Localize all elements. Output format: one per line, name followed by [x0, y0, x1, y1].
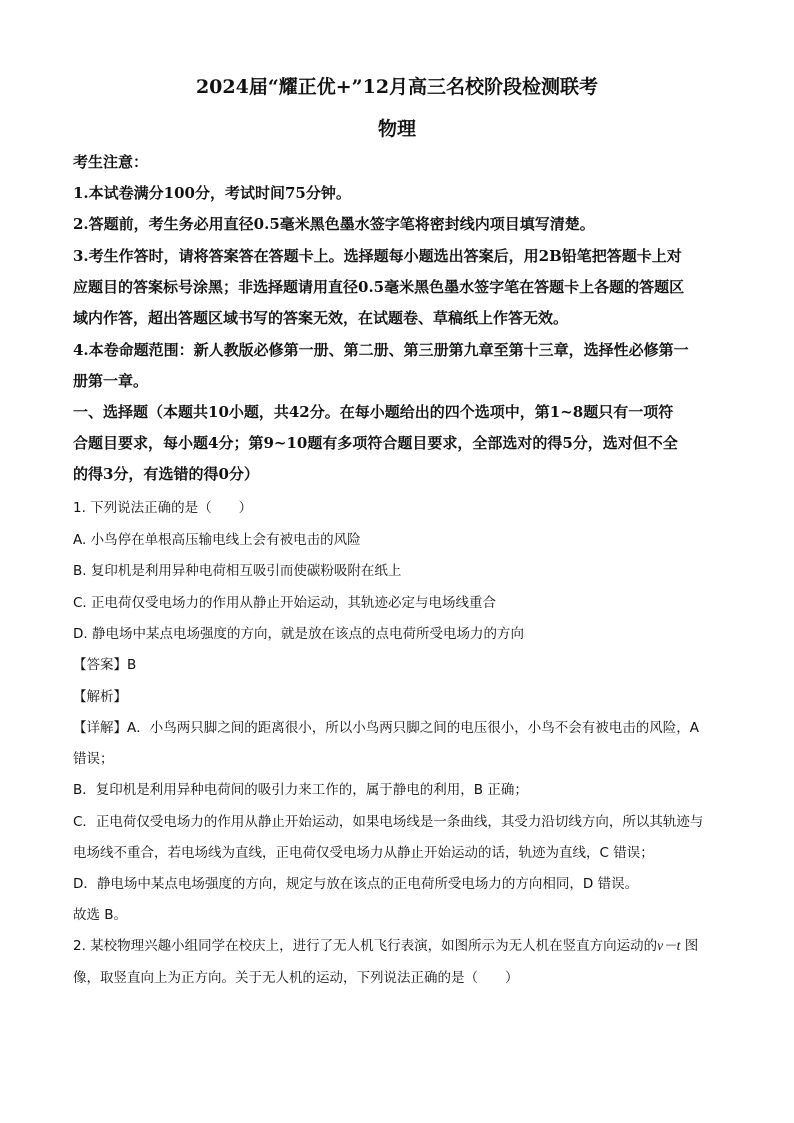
notice-heading: 考生注意：: [73, 153, 149, 171]
notice-line: 3.考生作答时，请将答案答在答题卡上。选择题每小题选出答案后，用2B铅笔把答题卡上对: [73, 247, 682, 265]
vt-symbol: v－t: [657, 938, 681, 953]
notice-line: 2.答题前，考生务必用直径0.5毫米黑色墨水签字笔将密封线内项目填写清楚。: [73, 215, 595, 233]
explanation-line: B．复印机是利用异种电荷间的吸引力来工作的，属于静电的利用，B 正确；: [73, 782, 528, 798]
question-2-stem-line2: 像，取竖直向上为正方向。关于无人机的运动，下列说法正确的是（ ）: [73, 970, 519, 986]
section-heading-line: 一、选择题（本题共10小题，共42分。在每小题给出的四个选项中，第1~8题只有一项符: [73, 403, 674, 421]
explanation-line: [73, 716, 699, 736]
analysis-label: 【解析】: [73, 689, 127, 705]
notice-line: 域内作答，超出答题区域书写的答案无效，在试题卷、草稿纸上作答无效。: [73, 309, 569, 327]
explanation-line: D．静电场中某点电场强度的方向，规定与放在该点的正电荷所受电场力的方向相同，D 错误。: [73, 876, 639, 892]
explanation-text: A．小鸟两只脚之间的距离很小，所以小鸟两只脚之间的电压很小，小鸟不会有被电击的风险，A: [127, 720, 699, 736]
explanation-line: 故选 B。: [73, 907, 128, 923]
explanation-line: 错误；: [73, 751, 114, 767]
detail-label: 【详解】: [73, 720, 127, 736]
question-1-option-d: D. 静电场中某点电场强度的方向，就是放在该点的点电荷所受电场力的方向: [73, 626, 524, 642]
answer-value: B: [127, 657, 137, 673]
question-1-option-b: B. 复印机是利用异种电荷相互吸引而使碳粉吸附在纸上: [73, 563, 402, 579]
explanation-line: 电场线不重合，若电场线为直线，正电荷仅受电场力从静止开始运动的话，轨迹为直线，C 错误；: [73, 845, 654, 861]
answer-label: 【答案】: [73, 657, 127, 673]
answer-line: [73, 653, 136, 673]
section-heading-line: 的得3分，有选错的得0分）: [73, 465, 259, 483]
exam-title: 2024届“耀正优+”12月高三名校阶段检测联考: [195, 76, 599, 98]
question-2-stem-suffix: 图: [680, 938, 699, 954]
question-1-stem: 1. 下列说法正确的是（ ）: [73, 500, 253, 516]
notice-line: 1.本试卷满分100分，考试时间75分钟。: [73, 184, 351, 202]
explanation-line: C．正电荷仅受电场力的作用从静止开始运动，如果电场线是一条曲线，其受力沿切线方向，所以其轨迹与: [73, 814, 704, 830]
question-1-option-c: C. 正电荷仅受电场力的作用从静止开始运动，其轨迹必定与电场线重合: [73, 595, 497, 611]
subject-title: 物理: [377, 118, 416, 140]
notice-line: 应题目的答案标号涂黑；非选择题请用直径0.5毫米黑色墨水签字笔在答题卡上各题的答题区: [73, 278, 685, 296]
question-2-stem-text: 2. 某校物理兴趣小组同学在校庆上，进行了无人机飞行表演，如图所示为无人机在竖直方向运动的: [73, 938, 658, 954]
question-2-stem: [73, 934, 698, 954]
question-1-option-a: A. 小鸟停在单根高压输电线上会有被电击的风险: [73, 532, 361, 548]
notice-line: 册第一章。: [73, 372, 149, 390]
notice-line: 4.本卷命题范围：新人教版必修第一册、第二册、第三册第九章至第十三章，选择性必修第一: [73, 341, 689, 359]
section-heading-line: 合题目要求，每小题4分；第9~10题有多项符合题目要求，全部选对的得5分，选对但不全: [73, 434, 678, 452]
